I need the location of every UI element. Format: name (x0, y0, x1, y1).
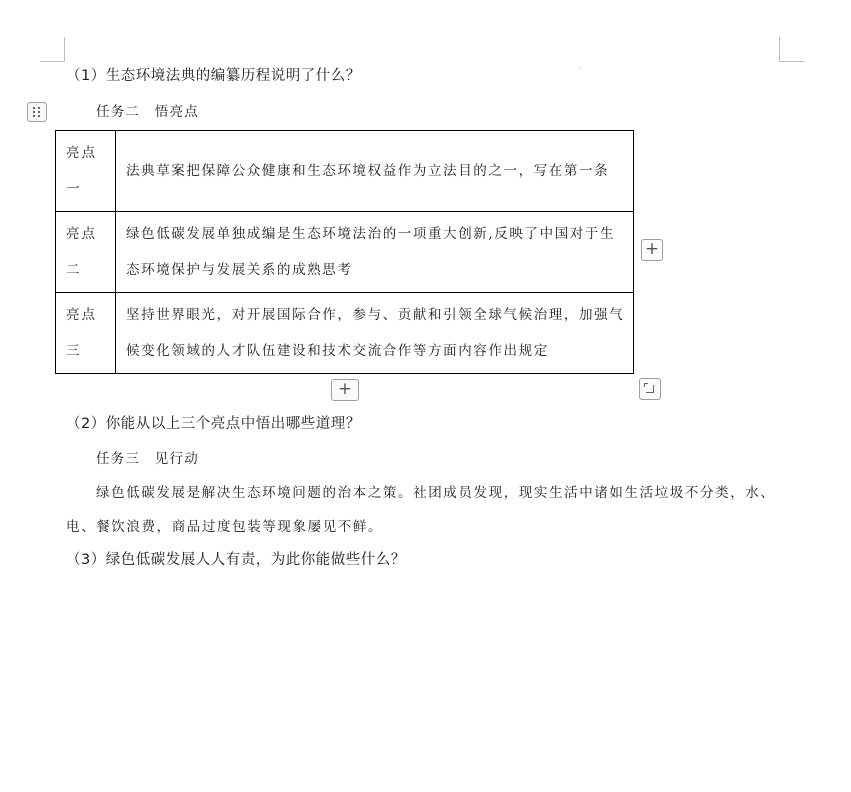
row-content-text: 法典草案把保障公众健康和生态环境权益作为立法目的之一，写在第一条 (126, 163, 610, 179)
table-row (56, 293, 634, 374)
table-row (56, 131, 634, 212)
highlights-table (55, 130, 634, 374)
plus-icon: + (644, 239, 660, 259)
stray-dot (579, 68, 580, 69)
row-content-line-1: 绿色低碳发展单独成编是生态环境法治的一项重大创新,反映了中国对于生 (126, 226, 616, 242)
question-1: （1）生态环境法典的编纂历程说明了什么？ (66, 68, 361, 84)
row-label-cell[interactable] (56, 131, 116, 212)
plus-icon: + (337, 379, 353, 399)
task-3-paragraph-line-2: 电、餐饮浪费，商品过度包装等现象屡见不鲜。 (66, 519, 384, 535)
add-column-button[interactable] (641, 239, 663, 261)
page-corner-mark-top-right (779, 37, 804, 62)
add-row-button[interactable] (331, 379, 359, 401)
row-content-line-2: 候变化领域的人才队伍建设和技术交流合作等方面内容作出规定 (126, 343, 549, 359)
row-label-line-1: 亮点 (66, 145, 97, 161)
row-label-cell[interactable] (56, 212, 116, 293)
table-move-handle-icon[interactable] (27, 102, 47, 122)
task-2-title: 任务二 悟亮点 (96, 104, 199, 120)
row-content-cell[interactable] (116, 212, 634, 293)
table-row (56, 212, 634, 293)
row-label-line-2: 三 (66, 343, 82, 359)
row-label-line-1: 亮点 (66, 307, 97, 323)
row-content-line-1: 坚持世界眼光，对开展国际合作，参与、贡献和引领全球气候治理，加强气 (126, 307, 625, 323)
table-resize-handle-icon[interactable] (639, 378, 661, 400)
task-3-paragraph-line-1: 绿色低碳发展是解决生态环境问题的治本之策。社团成员发现，现实生活中诸如生活垃圾不分类，水、 (96, 485, 776, 501)
row-content-line-2: 态环境保护与发展关系的成熟思考 (126, 262, 353, 278)
page-corner-mark-top-left (40, 37, 65, 62)
row-label-line-2: 一 (66, 181, 82, 197)
row-label-line-1: 亮点 (66, 226, 97, 242)
task-3-title: 任务三 见行动 (96, 451, 199, 467)
row-content-cell[interactable] (116, 293, 634, 374)
row-label-cell[interactable] (56, 293, 116, 374)
row-label-line-2: 二 (66, 262, 82, 278)
row-content-cell[interactable] (116, 131, 634, 212)
question-3: （3）绿色低碳发展人人有责，为此你能做些什么？ (66, 552, 406, 568)
question-2: （2）你能从以上三个亮点中悟出哪些道理？ (66, 416, 361, 432)
